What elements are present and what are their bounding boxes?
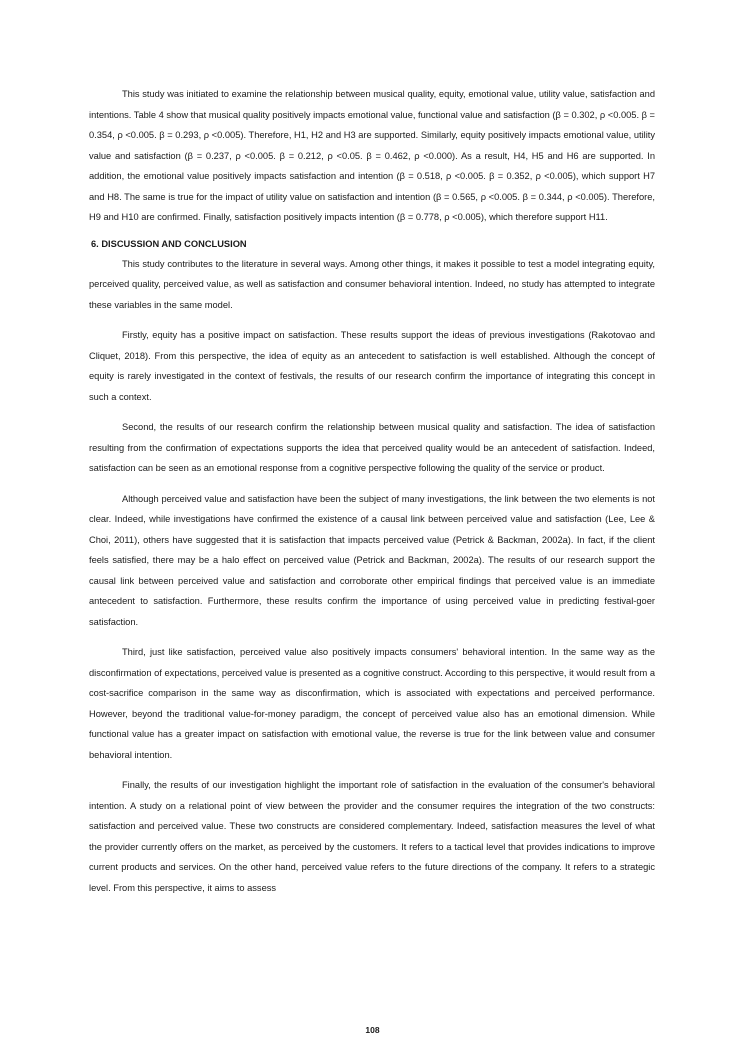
paragraph-behavioral-intention: Third, just like satisfaction, perceived value also positively impacts consumers' behavioral intention. In the same way as the disconfirmation of expectations, perceived value is presented as a cognitive construct. According to this perspective, it would result from a cost-sacrifice comparison in the same way as disconfirmation, which is associated with expectations and perceived performance. However, beyond the traditional value-for-money paradigm, the concept of perceived value also has an emotional dimension. While functional value has a greater impact on satisfaction with emotional value, the reverse is true for the link between value and consumer behavioral intention. [89, 647, 655, 760]
paragraph-perceived-value: Although perceived value and satisfaction have been the subject of many investigations, the link between the two elements is not clear. Indeed, while investigations have confirmed the existence of a causal link between perceived value and satisfaction (Lee, Lee & Choi, 2011), others have suggested that it is satisfaction that impacts perceived value (Petrick & Backman, 2002a). In fact, if the client feels satisfied, there may be a halo effect on perceived value (Petrick and Backman, 2002a). The results of our research support the causal link between perceived value and satisfaction and corroborate other empirical findings that perceived value is an immediate antecedent to satisfaction. Furthermore, these results confirm the importance of using perceived value in predicting festival-goer satisfaction. [89, 493, 655, 627]
paragraph-contributions: This study contributes to the literature in several ways. Among other things, it makes it possible to test a model integrating equity, perceived quality, perceived value, as well as satisfaction and consumer behavioral intention. Indeed, no study has attempted to integrate these variables in the same model. [89, 258, 655, 310]
document-body [89, 84, 655, 898]
paragraph-musical-quality: Second, the results of our research confirm the relationship between musical quality and satisfaction. The idea of satisfaction resulting from the confirmation of expectations supports the idea that perceived quality would be an antecedent of satisfaction. Indeed, satisfaction can be seen as an emotional response from a cognitive perspective following the quality of the service or product. [89, 422, 655, 473]
page-number: 108 [365, 1025, 380, 1035]
results-paragraph: This study was initiated to examine the relationship between musical quality, equity, emotional value, utility value, satisfaction and intentions. Table 4 show that musical quality positively impacts emotional value, functional value and satisfaction (β = 0.302, ρ <0.005. β = 0.354, ρ <0.005. β = 0.293, ρ <0.005). Therefore, H1, H2 and H3 are supported. Similarly, equity positively impacts emotional value, utility value and satisfaction (β = 0.237, ρ <0.005. β = 0.212, ρ <0.05. β = 0.462, ρ <0.000). As a result, H4, H5 and H6 are supported. In addition, the emotional value positively impacts satisfaction and intention (β = 0.518, ρ <0.005. β = 0.352, ρ <0.005), which support H7 and H8. The same is true for the impact of utility value on satisfaction and intention (β = 0.565, ρ <0.005. β = 0.344, ρ <0.005). Therefore, H9 and H10 are confirmed. Finally, satisfaction positively impacts intention (β = 0.778, ρ <0.005), which therefore support H11. [89, 89, 655, 222]
paragraph-equity: Firstly, equity has a positive impact on satisfaction. These results support the ideas of previous investigations (Rakotovao and Cliquet, 2018). From this perspective, the idea of equity as an antecedent to satisfaction is well established. Although the concept of equity is rarely investigated in the context of festivals, the results of our research confirm the importance of integrating this concept in such a context. [89, 330, 655, 402]
section-heading: 6. DISCUSSION AND CONCLUSION [91, 238, 247, 249]
paragraph-satisfaction-role: Finally, the results of our investigation highlight the important role of satisfaction in the evaluation of the consumer's behavioral intention. A study on a relational point of view between the provider and the consumer requires the integration of the two constructs: satisfaction and perceived value. These two constructs are considered complementary. Indeed, satisfaction measures the level of what the provider currently offers on the market, as perceived by the customers. It refers to a tactical level that provides indications to improve current products and services. On the other hand, perceived value refers to the future directions of the company. It refers to a strategic level. From this perspective, it aims to assess [89, 780, 655, 893]
